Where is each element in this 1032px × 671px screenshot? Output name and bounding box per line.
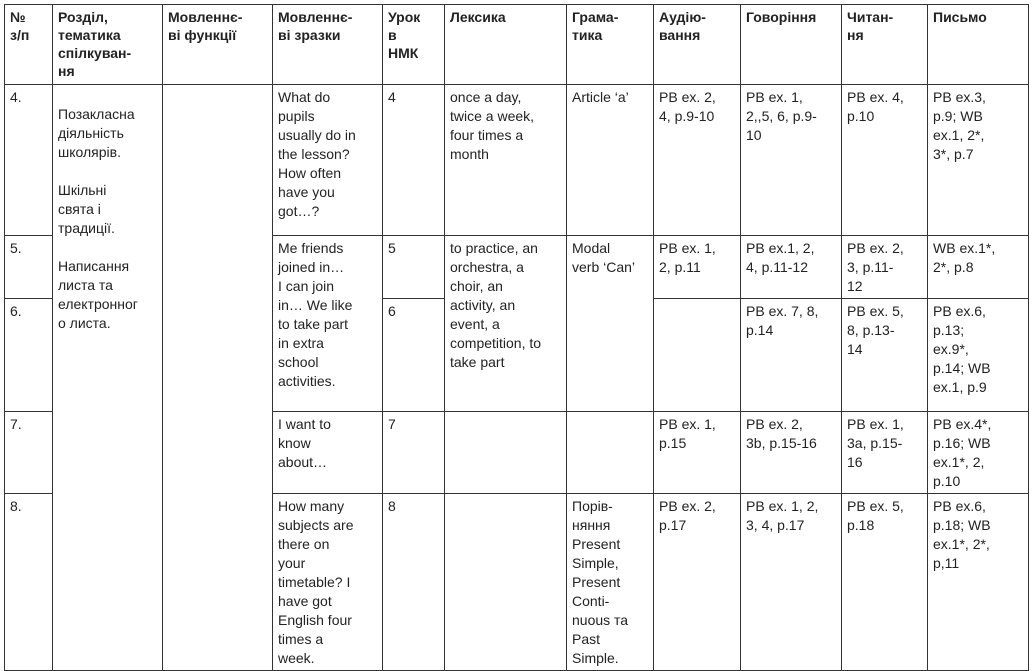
- listening-cell: PB ex. 1, p.15: [654, 412, 741, 494]
- writing-cell: PB ex.6, p.13; ex.9*, p.14; WB ex.1, p.9: [928, 299, 1029, 412]
- table-row: [5, 85, 1029, 236]
- header-speaking: Говоріння: [741, 5, 842, 85]
- speech-samples-cell: How many subjects are there on your timetable? I have got English four times a week.: [273, 494, 383, 671]
- lesson-cell: 5: [383, 236, 445, 299]
- writing-cell: PB ex.4*, p.16; WB ex.1*, 2, p.10: [928, 412, 1029, 494]
- topic-line: Позакласна діяльність школярів.: [58, 106, 135, 160]
- listening-cell: PB ex. 2, p.17: [654, 494, 741, 671]
- writing-cell: PB ex.3, p.9; WB ex.1, 2*, 3*, p.7: [928, 85, 1029, 236]
- listening-cell: PB ex. 1, 2, p.11: [654, 236, 741, 299]
- lesson-cell: 6: [383, 299, 445, 412]
- header-reading: Читан- ня: [842, 5, 928, 85]
- header-number: № з/п: [5, 5, 53, 85]
- curriculum-table: [4, 4, 1029, 671]
- header-grammar: Грама- тика: [567, 5, 654, 85]
- row-number: 6.: [5, 299, 53, 412]
- reading-cell: PB ex. 1, 3a, p.15- 16: [842, 412, 928, 494]
- lesson-cell: 4: [383, 85, 445, 236]
- row-number: 7.: [5, 412, 53, 494]
- topic-line: Шкільні свята і традиції.: [58, 182, 115, 236]
- lesson-cell: 7: [383, 412, 445, 494]
- writing-cell: WB ex.1*, 2*, p.8: [928, 236, 1029, 299]
- topic-line: Написання листа та електронног о листа.: [58, 258, 138, 331]
- speaking-cell: PB ex. 1, 2, 3, 4, p.17: [741, 494, 842, 671]
- speech-functions-cell: [163, 85, 273, 671]
- listening-cell: PB ex. 2, 4, p.9-10: [654, 85, 741, 236]
- speech-samples-cell: I want to know about…: [273, 412, 383, 494]
- writing-cell: PB ex.6, p.18; WB ex.1*, 2*, p,11: [928, 494, 1029, 671]
- speaking-cell: PB ex.1, 2, 4, p.11-12: [741, 236, 842, 299]
- row-number: 4.: [5, 85, 53, 236]
- topic-cell: [53, 85, 163, 671]
- header-topic: Розділ, тематика спілкуван- ня: [53, 5, 163, 85]
- reading-cell: PB ex. 5, 8, p.13- 14: [842, 299, 928, 412]
- header-speech-functions: Мовленнє- ві функції: [163, 5, 273, 85]
- grammar-cell: Порів- няння Present Simple, Present Conti- nuous та Past Simple.: [567, 494, 654, 671]
- vocabulary-cell: [445, 412, 567, 494]
- header-row: [5, 5, 1029, 85]
- speaking-cell: PB ex. 2, 3b, p.15-16: [741, 412, 842, 494]
- listening-cell: [654, 299, 741, 412]
- reading-cell: PB ex. 4, p.10: [842, 85, 928, 236]
- header-lesson: Урок в НМК: [383, 5, 445, 85]
- speech-samples-cell: Me friends joined in… I can join in… We like to take part in extra school activities.: [273, 236, 383, 412]
- reading-cell: PB ex. 2, 3, p.11- 12: [842, 236, 928, 299]
- vocabulary-cell: once a day, twice a week, four times a month: [445, 85, 567, 236]
- row-number: 8.: [5, 494, 53, 671]
- vocabulary-cell: to practice, an orchestra, a choir, an activity, an event, a competition, to take part: [445, 236, 567, 412]
- header-listening: Аудію- вання: [654, 5, 741, 85]
- header-vocabulary: Лексика: [445, 5, 567, 85]
- grammar-cell: [567, 412, 654, 494]
- vocabulary-cell: [445, 494, 567, 671]
- header-writing: Письмо: [928, 5, 1029, 85]
- grammar-cell: Modal verb ‘Can’: [567, 236, 654, 412]
- grammar-cell: Article ‘a’: [567, 85, 654, 236]
- lesson-cell: 8: [383, 494, 445, 671]
- reading-cell: PB ex. 5, p.18: [842, 494, 928, 671]
- header-speech-samples: Мовленнє- ві зразки: [273, 5, 383, 85]
- speaking-cell: PB ex. 7, 8, p.14: [741, 299, 842, 412]
- row-number: 5.: [5, 236, 53, 299]
- speech-samples-cell: What do pupils usually do in the lesson? How often have you got…?: [273, 85, 383, 236]
- speaking-cell: PB ex. 1, 2,,5, 6, p.9- 10: [741, 85, 842, 236]
